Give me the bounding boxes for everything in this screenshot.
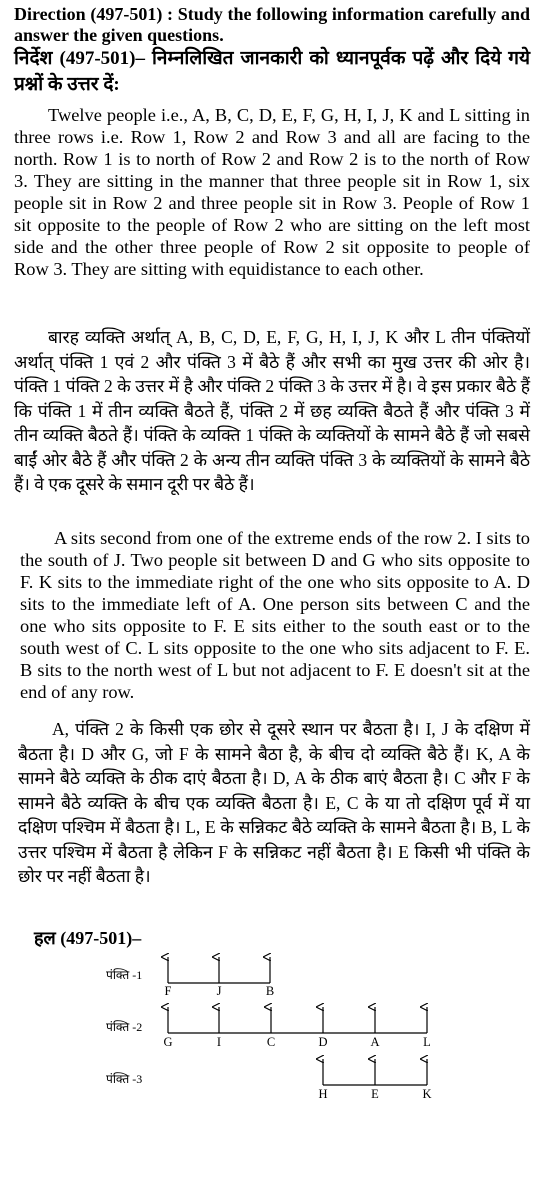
row-2-person: L xyxy=(423,1035,431,1049)
row-3-person: K xyxy=(422,1087,432,1101)
row-2-person: A xyxy=(370,1035,380,1049)
row-3-person: H xyxy=(318,1087,328,1101)
row-2-person: C xyxy=(266,1035,276,1049)
clues-paragraph-english: A sits second from one of the extreme ends of the row 2. I sits to the south of J. Two people sit between D and G who sits opposite to F. K sits to the immediate right of the one who sits opposite to A. D sits to the immediate left of A. One person sits between C and the one who sits opposite to F. E sits either to the south east or to the south west of C. L sits opposite to the one who sits adjacent to F. E. B sits to the north west of L but not adjacent to F. E doesn't sit at the end of any row. xyxy=(20,528,530,702)
row-1-person: J xyxy=(216,984,222,998)
row-1-person: B xyxy=(265,984,275,998)
setup-paragraph-hindi: बारह व्यक्ति अर्थात् A, B, C, D, E, F, G, H, I, J, K और L तीन पंक्तियों अर्थात् पंक्ति 1 एवं 2 और पंक्ति 3 में बैठे हैं और सभी का मुख उत्तर की ओर है। पंक्ति 1 पंक्ति 2 के उत्तर में है और पंक्ति 2 पंक्ति 3 के उत्तर में है। वे इस प्रकार बैठे हैं कि पंक्ति 1 में तीन व्यक्ति बैठते हैं, पंक्ति 2 में छह व्यक्ति बैठते हैं और पंक्ति 3 में तीन व्यक्ति बैठते हैं। पंक्ति के व्यक्ति 1 पंक्ति के व्यक्तियों के सामने बैठे हैं जो सबसे बाईं ओर बैठे हैं और पंक्ति 2 के अन्य तीन व्यक्ति पंक्ति 3 के व्यक्तियों के सामने बैठे हैं। वे एक दूसरे के समान दूरी पर बैठे हैं। xyxy=(14,327,530,494)
solution-title: हल (497-501)– xyxy=(34,928,142,948)
seating-arrangement-diagram xyxy=(0,945,545,1120)
row-2-person: G xyxy=(163,1035,173,1049)
row-2-label: पंक्ति -2 xyxy=(106,1020,143,1034)
clues-paragraph-hindi: A, पंक्ति 2 के किसी एक छोर से दूसरे स्थान पर बैठता है। I, J के दक्षिण में बैठता है। D और G, जो F के सामने बैठा है, के बीच दो व्यक्ति बैठे हैं। K, A के सामने बैठे व्यक्ति के ठीक दाएं बैठता है। D, A के ठीक बाएं बैठता है। C और F के सामने बैठे व्यक्ति के बीच एक व्यक्ति बैठता है। E, C के या तो दक्षिण पूर्व में या दक्षिण पश्चिम में बैठता है। L, E के सन्निकट बैठे व्यक्ति के सामने बैठता है। B, L के उत्तर पश्चिम में बैठता है लेकिन F के सन्निकट नहीं बैठता है। E किसी भी पंक्ति के छोर पर नहीं बैठता है। xyxy=(18,719,530,886)
direction-heading-english: Direction (497-501) : Study the following information carefully and answer the given questions. xyxy=(14,4,530,45)
setup-paragraph-english: Twelve people i.e., A, B, C, D, E, F, G, H, I, J, K and L sitting in three rows i.e. Row 1, Row 2 and Row 3 and all are facing to the north. Row 1 is to north of Row 2 and Row 2 is to the north of Row 3. They are sitting in the manner that three people sit in Row 1, six people sit in Row 2 and three people sit in Row 3. People of Row 1 sit opposite to the people of Row 2 who are sitting on the left most side and the other three people of Row 2 sit opposite to people of Row 3. They are sitting with equidistance to each other. xyxy=(14,105,530,279)
row-2-person: D xyxy=(318,1035,328,1049)
row-2-person: I xyxy=(216,1035,222,1049)
row-3-person: E xyxy=(371,1087,379,1101)
row-1-label: पंक्ति -1 xyxy=(106,968,143,982)
row-3-label: पंक्ति -3 xyxy=(106,1072,143,1086)
direction-heading-hindi: निर्देश (497-501)– निम्नलिखित जानकारी को ध्यानपूर्वक पढ़ें और दिये गये प्रश्नों के उत्तर दें: xyxy=(14,48,530,95)
row-1-person: F xyxy=(164,984,172,998)
